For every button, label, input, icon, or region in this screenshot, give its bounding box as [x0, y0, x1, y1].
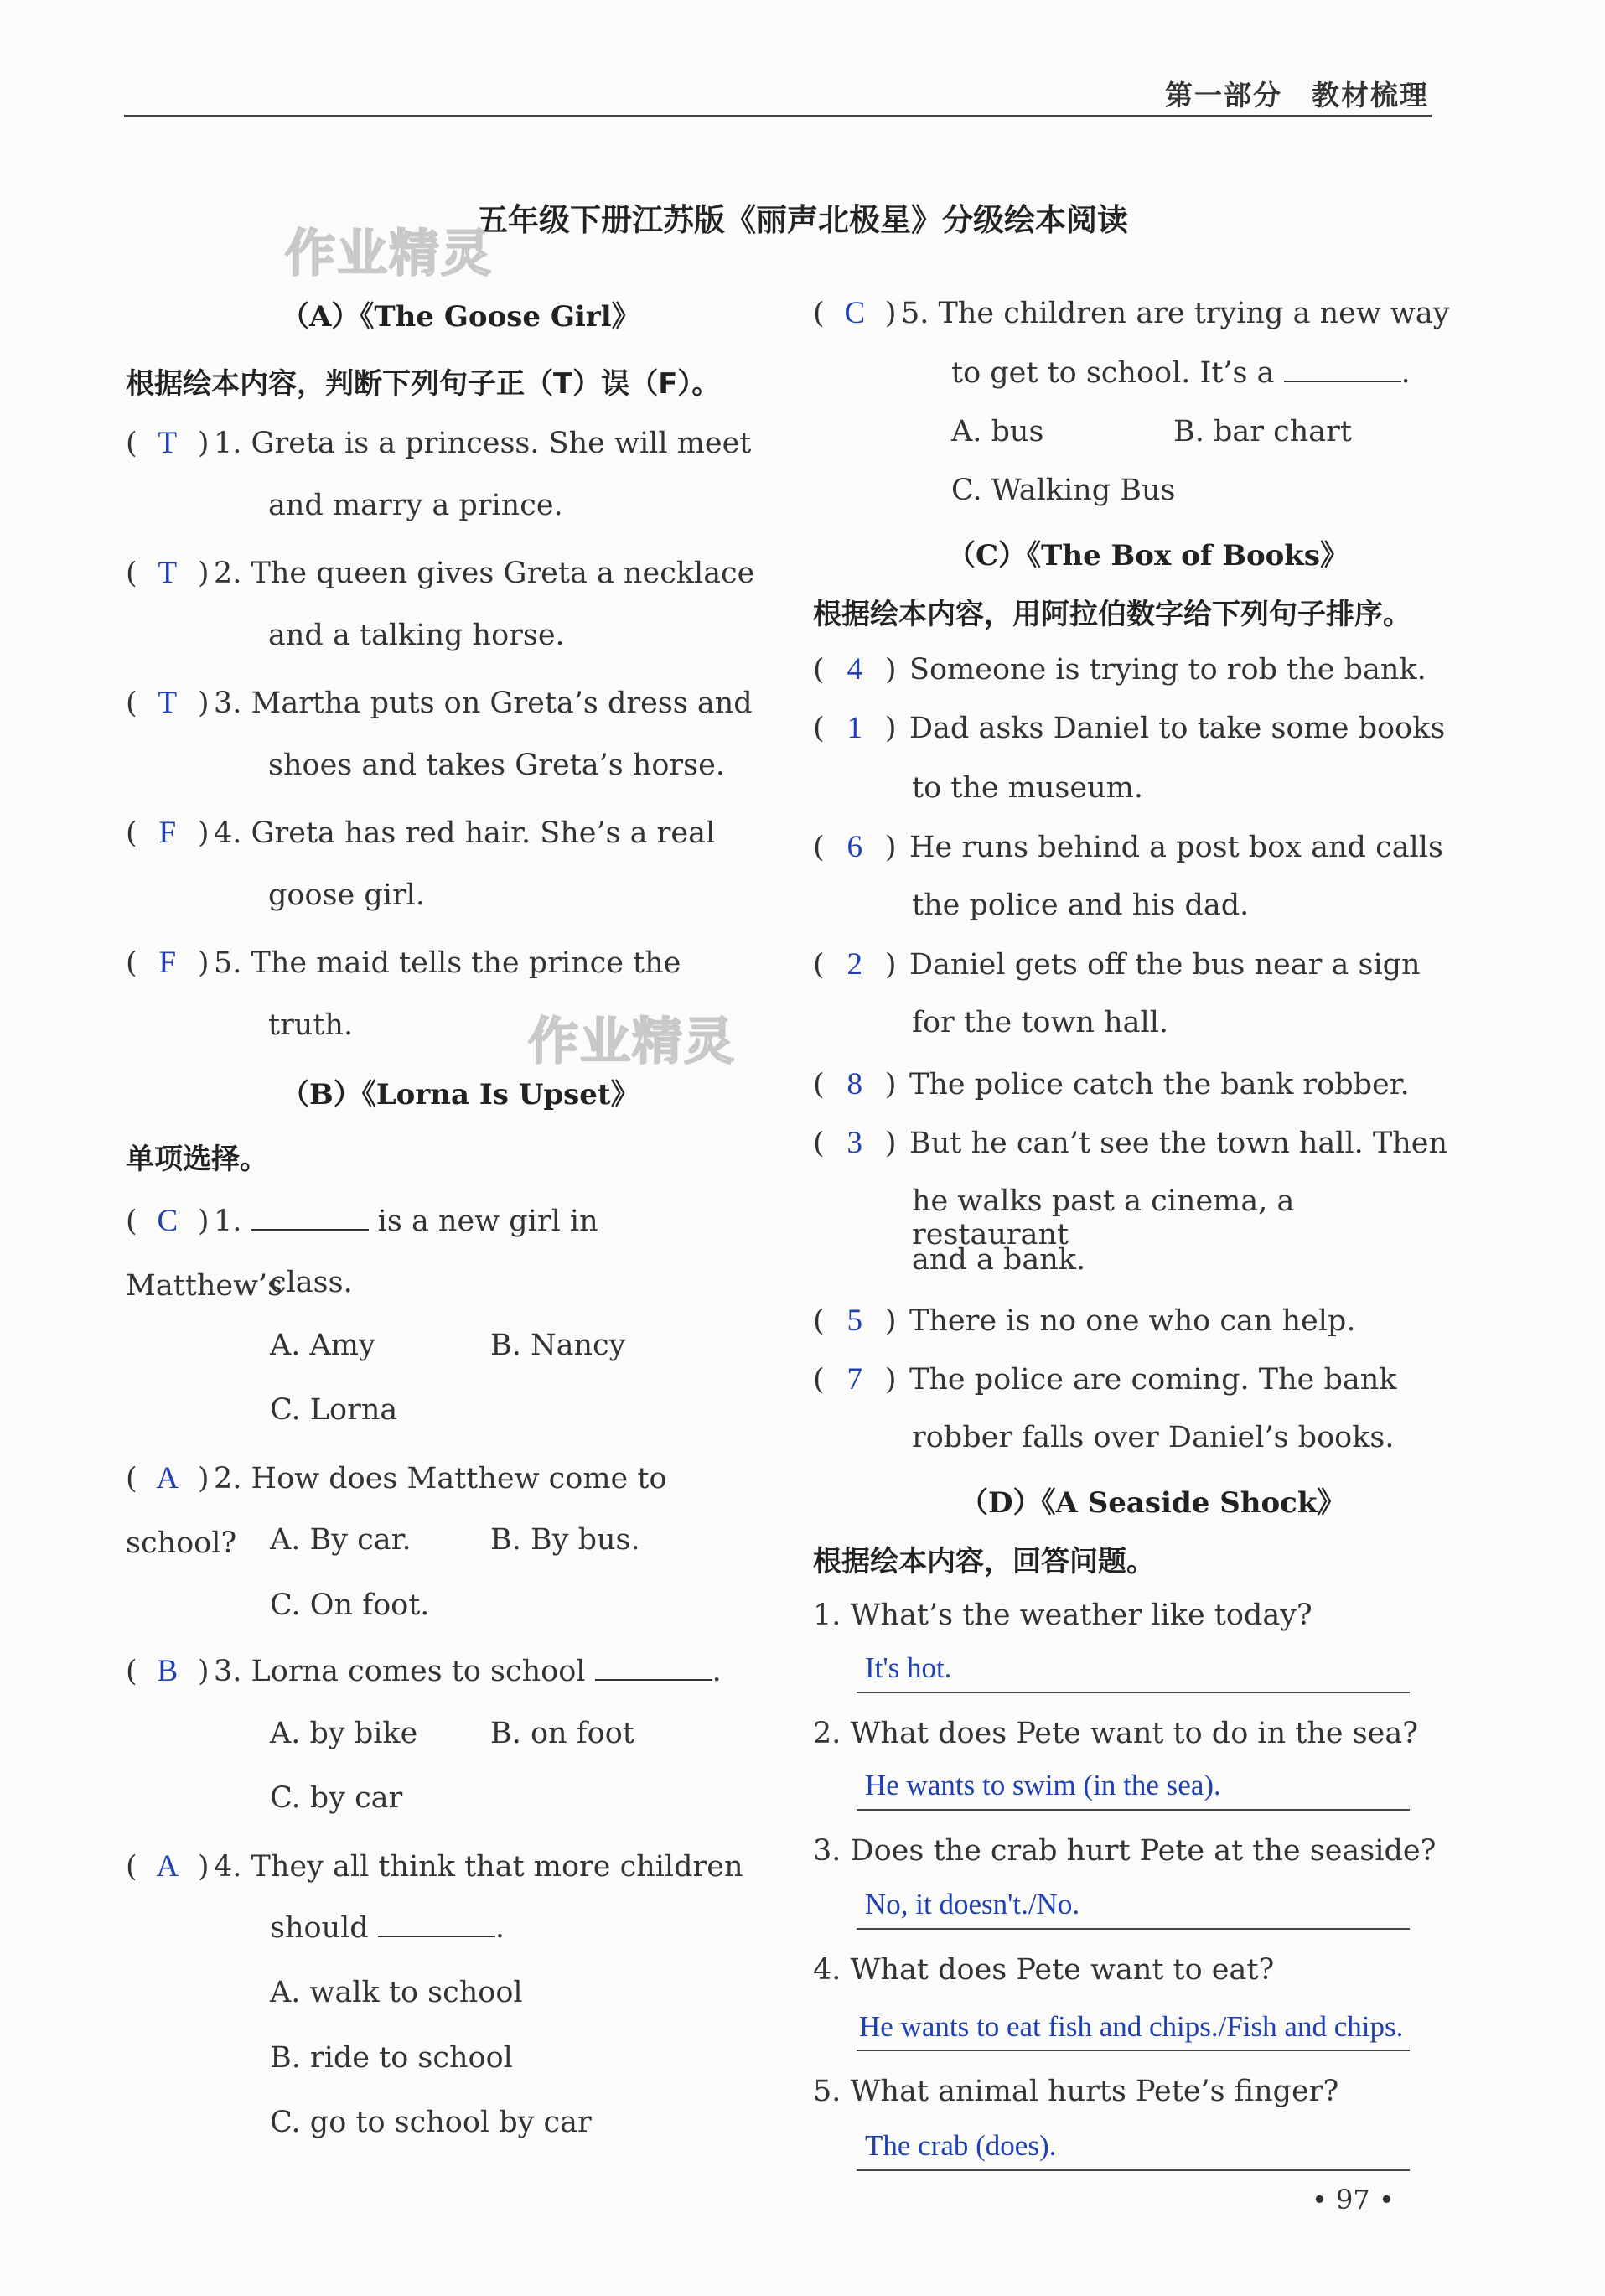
answer-mark: F [158, 946, 177, 980]
blank-line [378, 1914, 495, 1937]
section-a-item: ( T ) 1. Greta is a princess. She will meet [126, 411, 751, 476]
answer-line [857, 2050, 1410, 2051]
page-title: 五年级下册江苏版《丽声北极星》分级绘本阅读 [477, 201, 1128, 238]
answer-mark: A [156, 1849, 179, 1884]
blank-line [1284, 359, 1401, 382]
item-line: to get to school. It’s a . [951, 356, 1411, 390]
section-c-item: ( 5 ) There is no one who can help. [813, 1288, 1355, 1354]
answer-mark: 1 [847, 711, 863, 745]
section-b-item: ( C ) 5. The children are trying a new way [813, 281, 1450, 346]
answer-mark: 3 [847, 1126, 863, 1160]
answer-mark: T [158, 686, 178, 720]
answer-mark: B [157, 1654, 179, 1688]
option: C. On foot. [270, 1589, 430, 1622]
option: B. Nancy [490, 1329, 626, 1362]
section-b-item: ( A ) 4. They all think that more children [126, 1834, 743, 1900]
section-c-instruction: 根据绘本内容，用阿拉伯数字给下列句子排序。 [813, 598, 1411, 631]
option: A. bus [951, 415, 1044, 448]
answer-line [857, 2169, 1410, 2171]
item-line: he walks past a cinema, a restaurant [912, 1184, 1295, 1252]
item-line: the police and his dad. [912, 889, 1250, 922]
option: A. walk to school [270, 1976, 523, 2009]
option: C. Lorna [270, 1393, 398, 1427]
item-line: should . [270, 1911, 505, 1945]
answer-mark: 7 [847, 1362, 863, 1397]
section-b-item: ( B ) 3. Lorna comes to school . [126, 1639, 722, 1704]
section-a-item: ( T ) 2. The queen gives Greta a necklace [126, 541, 754, 606]
item-line: shoes and takes Greta’s horse. [268, 749, 725, 782]
section-b-item: ( C ) 1. is a new girl in Matthew’s [126, 1189, 763, 1319]
section-c-item: ( 4 ) Someone is trying to rob the bank. [813, 637, 1426, 702]
watermark-logo: 作业精灵 [528, 1013, 736, 1071]
item-line: to the museum. [912, 771, 1143, 805]
section-c-item: ( 1 ) Dad asks Daniel to take some books [813, 696, 1445, 761]
section-d-question: 1. What’s the weather like today? [813, 1599, 1312, 1632]
answer-line [857, 1928, 1410, 1930]
item-line: truth. [268, 1008, 354, 1042]
blank-line [595, 1657, 712, 1681]
section-b-title: （B）《Lorna Is Upset》 [281, 1078, 639, 1112]
option: B. ride to school [270, 2041, 513, 2075]
option: B. bar chart [1173, 415, 1352, 448]
answer-mark: C [844, 296, 866, 330]
section-b-instruction: 单项选择。 [126, 1143, 268, 1176]
answer-mark: 5 [847, 1303, 863, 1338]
section-d-question: 4. What does Pete want to eat? [813, 1953, 1275, 1987]
answer-line [857, 1809, 1410, 1811]
section-c-item: ( 8 ) The police catch the bank robber. [813, 1052, 1410, 1117]
section-c-item: ( 3 ) But he can’t see the town hall. Then [813, 1111, 1447, 1176]
answer-mark: 8 [847, 1067, 863, 1101]
item-line: for the town hall. [912, 1006, 1169, 1039]
answer-mark: A [156, 1461, 179, 1495]
written-answer: He wants to eat fish and chips./Fish and chips. [859, 2010, 1404, 2043]
answer-mark: 2 [847, 947, 863, 982]
option: C. go to school by car [270, 2106, 592, 2139]
section-d-instruction: 根据绘本内容，回答问题。 [813, 1545, 1155, 1578]
item-line: and a talking horse. [268, 619, 565, 652]
option: A. Amy [270, 1329, 375, 1362]
section-c-item: ( 2 ) Daniel gets off the bus near a sign [813, 932, 1421, 998]
section-d-question: 5. What animal hurts Pete’s finger? [813, 2075, 1339, 2108]
answer-mark: T [158, 556, 178, 590]
answer-line [857, 1692, 1410, 1693]
section-d-question: 3. Does the crab hurt Pete at the seaside? [813, 1834, 1437, 1868]
watermark-logo: 作业精灵 [285, 225, 493, 283]
section-a-item: ( T ) 3. Martha puts on Greta’s dress and [126, 671, 753, 736]
answer-mark: T [158, 426, 178, 460]
item-line: class. [270, 1266, 353, 1299]
section-c-item: ( 6 ) He runs behind a post box and calls [813, 815, 1443, 880]
section-c-title: （C）《The Box of Books》 [947, 539, 1349, 573]
answer-mark: 6 [847, 830, 863, 864]
option: A. By car. [270, 1523, 412, 1557]
option: C. by car [270, 1781, 403, 1815]
section-a-item: ( F ) 5. The maid tells the prince the [126, 930, 681, 996]
header-section-label: 第一部分 教材梳理 [1165, 79, 1429, 111]
section-d-title: （D）《A Seaside Shock》 [960, 1486, 1346, 1520]
section-c-item: ( 7 ) The police are coming. The bank [813, 1347, 1396, 1412]
section-a-title: （A）《The Goose Girl》 [281, 300, 640, 334]
page-number: • 97 • [1312, 2184, 1395, 2216]
answer-mark: C [157, 1204, 179, 1238]
written-answer: It's hot. [865, 1651, 952, 1684]
section-a-item: ( F ) 4. Greta has red hair. She’s a real [126, 801, 715, 866]
header-rule [124, 115, 1432, 117]
option: B. By bus. [490, 1523, 640, 1557]
option: B. on foot [490, 1717, 634, 1750]
item-line: and marry a prince. [268, 489, 563, 522]
answer-mark: 4 [847, 652, 863, 687]
answer-mark: F [158, 816, 177, 850]
item-line: and a bank. [912, 1243, 1086, 1277]
written-answer: No, it doesn't./No. [865, 1888, 1080, 1920]
option: A. by bike [270, 1717, 418, 1750]
section-d-question: 2. What does Pete want to do in the sea? [813, 1717, 1419, 1750]
written-answer: The crab (does). [865, 2129, 1057, 2162]
section-b-item: ( A ) 2. How does Matthew come to school? [126, 1446, 763, 1576]
written-answer: He wants to swim (in the sea). [865, 1769, 1221, 1801]
blank-line [251, 1207, 369, 1231]
option: C. Walking Bus [951, 474, 1176, 507]
section-a-instruction: 根据绘本内容，判断下列句子正（T）误（F）。 [126, 367, 721, 401]
item-line: goose girl. [268, 878, 425, 912]
item-line: robber falls over Daniel’s books. [912, 1421, 1395, 1454]
